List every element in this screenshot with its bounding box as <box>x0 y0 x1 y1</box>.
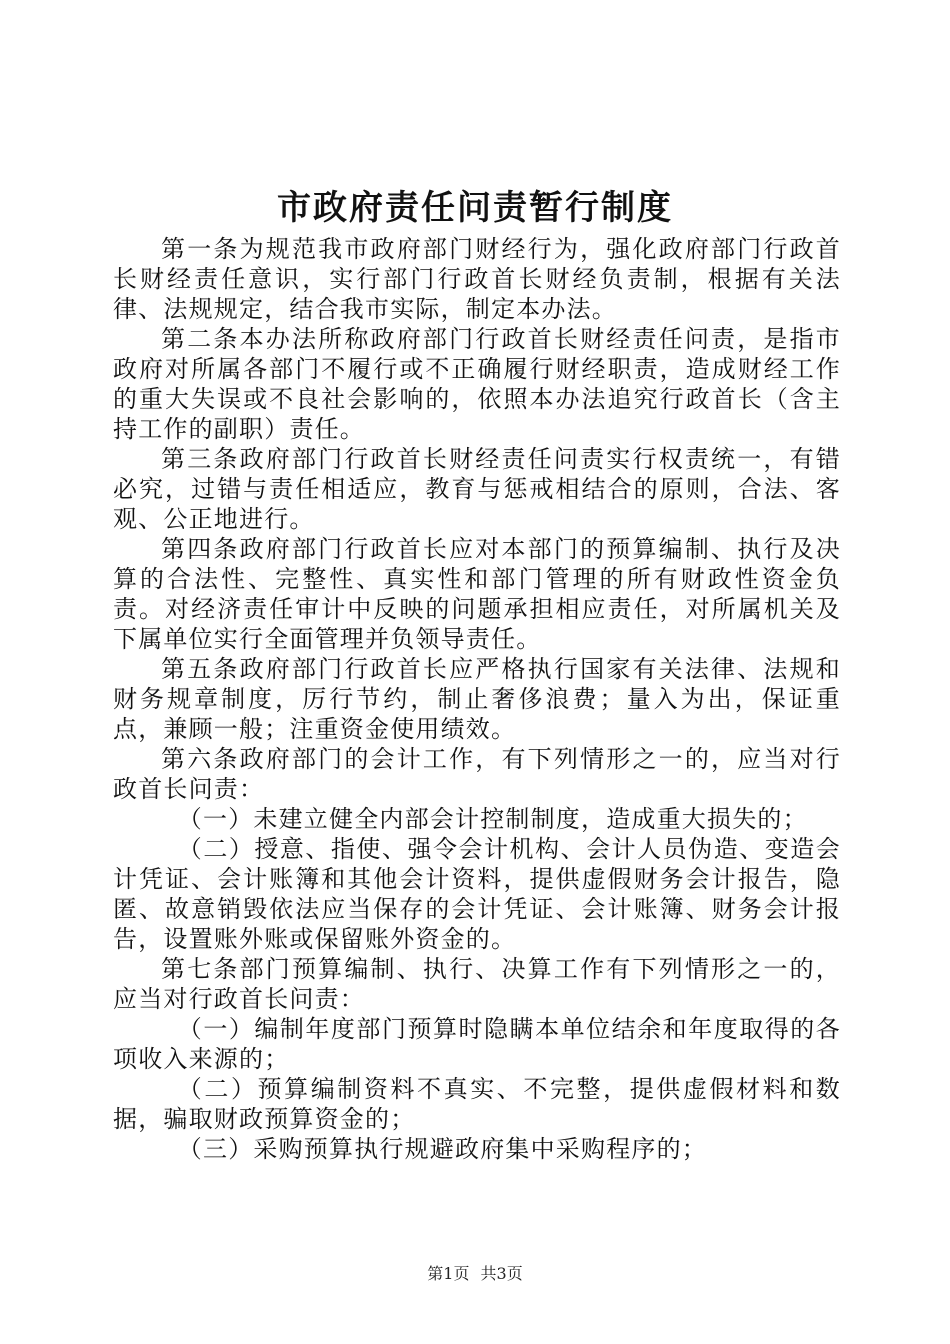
list-item-paragraph: （二）授意、指使、强令会计机构、会计人员伪造、变造会计凭证、会计账簿和其他会计资料，提供虚假财务会计报告，隐匿、故意销毁依法应当保存的会计凭证、会计账簿、财务会计报告，设置账外账或保留账外资金的。 <box>113 835 841 953</box>
article-paragraph: 第五条政府部门行政首长应严格执行国家有关法律、法规和财务规章制度，厉行节约，制止奢侈浪费；量入为出，保证重点，兼顾一般；注重资金使用绩效。 <box>113 655 841 743</box>
article-paragraph: 第三条政府部门行政首长财经责任问责实行权责统一，有错必究，过错与责任相适应，教育与惩戒相结合的原则，合法、客观、公正地进行。 <box>113 445 841 533</box>
article-paragraph: 第二条本办法所称政府部门行政首长财经责任问责，是指市政府对所属各部门不履行或不正确履行财经职责，造成财经工作的重大失误或不良社会影响的，依照本办法追究行政首长（含主持工作的副职）责任。 <box>113 325 841 443</box>
list-item-paragraph: （三）采购预算执行规避政府集中采购程序的； <box>177 1135 707 1163</box>
article-paragraph: 第一条为规范我市政府部门财经行为，强化政府部门行政首长财经责任意识，实行部门行政首长财经负责制，根据有关法律、法规规定，结合我市实际，制定本办法。 <box>113 235 841 323</box>
page-total: 共3页 <box>480 1264 523 1283</box>
list-item-paragraph: （一）编制年度部门预算时隐瞒本单位结余和年度取得的各项收入来源的； <box>113 1015 841 1073</box>
list-item-paragraph: （二）预算编制资料不真实、不完整，提供虚假材料和数据，骗取财政预算资金的； <box>113 1075 841 1133</box>
page-footer <box>0 1262 950 1286</box>
list-item-paragraph: （一）未建立健全内部会计控制制度，造成重大损失的； <box>177 805 808 833</box>
article-paragraph: 第六条政府部门的会计工作，有下列情形之一的，应当对行政首长问责： <box>113 745 841 803</box>
article-paragraph: 第四条政府部门行政首长应对本部门的预算编制、执行及决算的合法性、完整性、真实性和部门管理的所有财政性资金负责。对经济责任审计中反映的问题承担相应责任，对所属机关及下属单位实行全面管理并负领导责任。 <box>113 535 841 653</box>
page-number: 第1页 <box>427 1264 470 1283</box>
document-body <box>113 234 841 1164</box>
document-title: 市政府责任问责暂行制度 <box>277 188 673 228</box>
article-paragraph: 第七条部门预算编制、执行、决算工作有下列情形之一的，应当对行政首长问责： <box>113 955 841 1013</box>
